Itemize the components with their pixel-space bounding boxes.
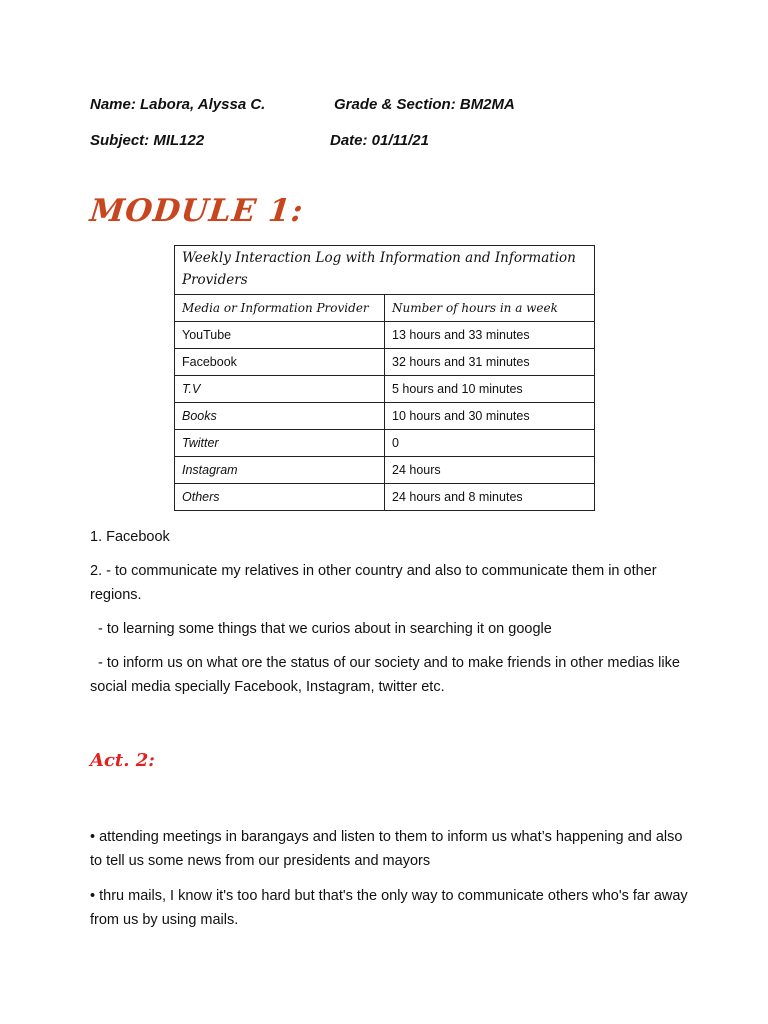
provider-cell: T.V [175,376,385,403]
provider-cell: Twitter [175,430,385,457]
hours-cell: 5 hours and 10 minutes [385,376,595,403]
subject: Subject: MIL122 [90,132,205,149]
hours-cell: 24 hours and 8 minutes [385,484,595,511]
hours-cell: 10 hours and 30 minutes [385,403,595,430]
table-row [175,349,595,376]
hours-cell: 0 [385,430,595,457]
hours-cell: 24 hours [385,457,595,484]
provider-cell: Books [175,403,385,430]
act-2-bullet-1: • attending meetings in barangays and listen to them to inform us what’s happening and also to tell us some news from our presidents and mayors [90,829,683,869]
table-row [175,484,595,511]
module-title: MODULE 1: [88,193,306,229]
answer-2: 2. - to communicate my relatives in other country and also to communicate them in other regions. [90,563,657,603]
column-header-hours: Number of hours in a week [385,295,595,322]
date: Date: 01/11/21 [330,132,429,149]
provider-cell: Instagram [175,457,385,484]
act-2-bullet-2: • thru mails, I know it's too hard but that's the only way to communicate others who's far away from us by using mails. [90,888,688,928]
column-header-provider: Media or Information Provider [175,295,385,322]
table-row [175,457,595,484]
table-row [175,403,595,430]
provider-cell: Others [175,484,385,511]
grade-section: Grade & Section: BM2MA [334,96,515,113]
act-2-title: Act. 2: [90,750,155,771]
table-caption: Weekly Interaction Log with Information and Information Providers [175,246,595,295]
provider-cell: YouTube [175,322,385,349]
answer-2-point-2: - to learning some things that we curios about in searching it on google [98,621,552,637]
interaction-log-table [174,245,595,511]
student-name: Name: Labora, Alyssa C. [90,96,266,113]
answer-1: 1. Facebook [90,529,170,545]
hours-cell: 13 hours and 33 minutes [385,322,595,349]
table-row [175,322,595,349]
table-row [175,430,595,457]
provider-cell: Facebook [175,349,385,376]
table-row [175,376,595,403]
answer-2-point-3: - to inform us on what ore the status of our society and to make friends in other medias like social media specially Facebook, Instagram, twitter etc. [90,655,680,695]
hours-cell: 32 hours and 31 minutes [385,349,595,376]
